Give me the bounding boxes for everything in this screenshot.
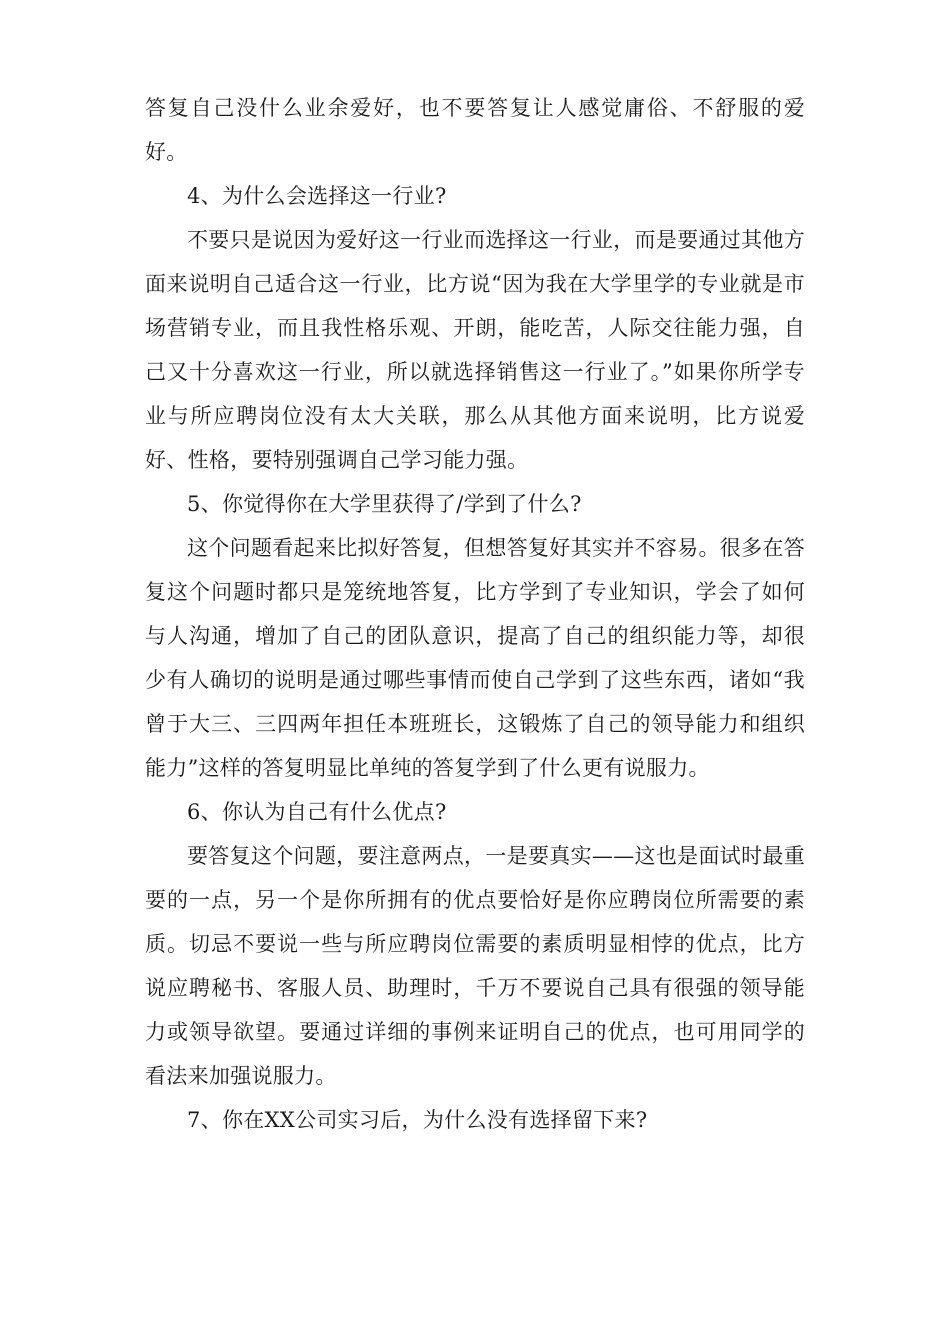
question-7-heading: 7、你在XX公司实习后，为什么没有选择留下来? bbox=[187, 1108, 648, 1132]
document-body bbox=[145, 86, 805, 1142]
answer-4-paragraph: 不要只是说因为爱好这一行业而选择这一行业，而是要通过其他方面来说明自己适合这一行业，比方说“因为我在大学里学的专业就是市场营销专业，而且我性格乐观、开朗，能吃苦，人际交往能力强，自己又十分喜欢这一行业，所以就选择销售这一行业了。”如果你所学专业与所应聘岗位没有太大关联，那么从其他方面来说明，比方说爱好、性格，要特别强调自己学习能力强。 bbox=[145, 228, 805, 472]
question-4-heading: 4、为什么会选择这一行业? bbox=[187, 184, 447, 208]
answer-6-paragraph: 要答复这个问题，要注意两点，一是要真实——这也是面试时最重要的一点，另一个是你所拥有的优点要恰好是你应聘岗位所需要的素质。切忌不要说一些与所应聘岗位需要的素质明显相悖的优点，比方说应聘秘书、客服人员、助理时，千万不要说自己具有很强的领导能力或领导欲望。要通过详细的事例来证明自己的优点，也可用同学的看法来加强说服力。 bbox=[145, 844, 805, 1088]
paragraph-hobby-continued: 答复自己没什么业余爱好，也不要答复让人感觉庸俗、不舒服的爱好。 bbox=[145, 96, 805, 164]
answer-5-paragraph: 这个问题看起来比拟好答复，但想答复好其实并不容易。很多在答复这个问题时都只是笼统地答复，比方学到了专业知识，学会了如何与人沟通，增加了自己的团队意识，提高了自己的组织能力等，却很少有人确切的说明是通过哪些事情而使自己学到了这些东西，诸如“我曾于大三、三四两年担任本班班长，这锻炼了自己的领导能力和组织能力”这样的答复明显比单纯的答复学到了什么更有说服力。 bbox=[145, 536, 805, 780]
question-6-heading: 6、你认为自己有什么优点? bbox=[187, 800, 447, 824]
question-5-heading: 5、你觉得你在大学里获得了/学到了什么? bbox=[187, 492, 582, 516]
